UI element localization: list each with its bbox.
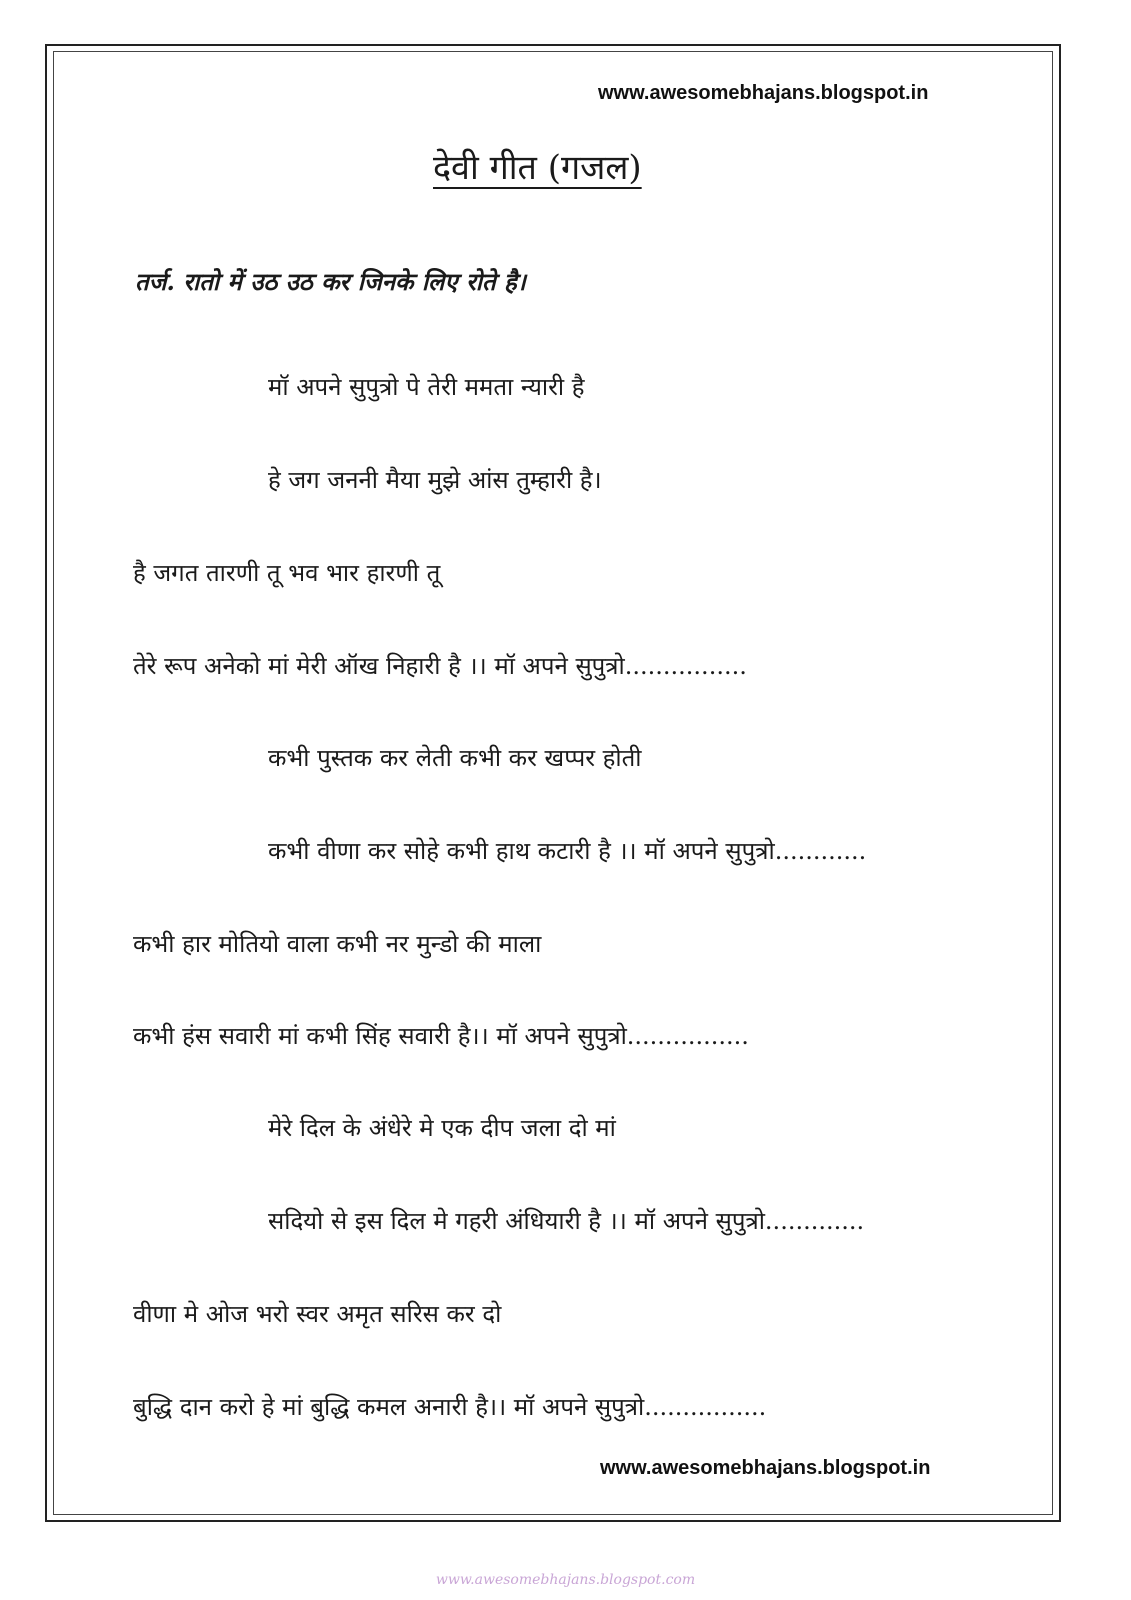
lyric-line: तेरे रूप अनेको मां मेरी ऑख निहारी है ।। मॉ अपने सुपुत्रो................: [133, 652, 747, 680]
lyric-line: कभी वीणा कर सोहे कभी हाथ कटारी है ।। मॉ अपने सुपुत्रो............: [268, 837, 867, 865]
watermark: www.awesomebhajans.blogspot.com: [435, 1572, 696, 1588]
lyric-line: वीणा मे ओज भरो स्वर अमृत सरिस कर दो: [133, 1300, 502, 1328]
lyric-line: बुद्धि दान करो हे मां बुद्धि कमल अनारी है।। मॉ अपने सुपुत्रो................: [133, 1393, 767, 1421]
lyric-line: हे जग जननी मैया मुझे आंस तुम्हारी है।: [268, 466, 602, 494]
tune-note: तर्ज. रातो में उठ उठ कर जिनके लिए रोते है।: [135, 267, 526, 296]
lyric-line: सदियो से इस दिल मे गहरी अंधियारी है ।। मॉ अपने सुपुत्रो.............: [268, 1207, 865, 1235]
lyric-line: कभी हार मोतियो वाला कभी नर मुन्डो की माला: [133, 930, 542, 958]
lyric-line: कभी हंस सवारी मां कभी सिंह सवारी है।। मॉ अपने सुपुत्रो................: [133, 1022, 749, 1050]
page-title: देवी गीत (गजल): [433, 148, 642, 188]
lyric-line: है जगत तारणी तू भव भार हारणी तू: [133, 559, 441, 587]
lyric-line: मेरे दिल के अंधेरे मे एक दीप जला दो मां: [268, 1114, 616, 1142]
lyric-line: कभी पुस्तक कर लेती कभी कर खप्पर होती: [268, 744, 642, 772]
header-url: www.awesomebhajans.blogspot.in: [598, 82, 929, 104]
footer-url: www.awesomebhajans.blogspot.in: [600, 1457, 931, 1479]
lyric-line: मॉ अपने सुपुत्रो पे तेरी ममता न्यारी है: [268, 373, 585, 401]
